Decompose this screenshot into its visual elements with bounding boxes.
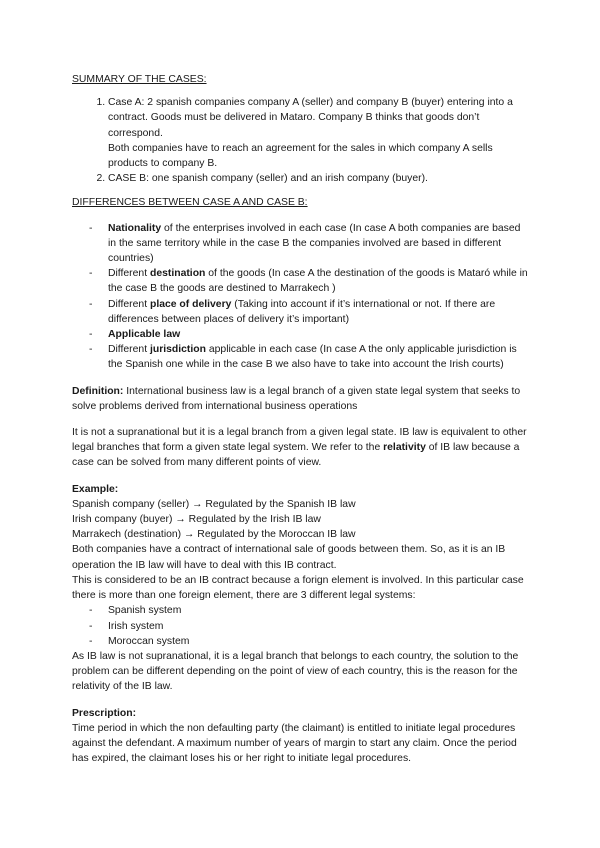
summary-heading: SUMMARY OF THE CASES: bbox=[72, 74, 207, 85]
applicable-law-label: Applicable law bbox=[108, 329, 181, 341]
prescription-text: Time period in which the non defaulting party (the claimant) is entitled to initiate legal procedures against the defendant. A maximum number of years of margin to start any claim. Once the period has expired, the claimant loses his or her right to initiate legal procedures. bbox=[72, 722, 517, 765]
document-page bbox=[72, 72, 530, 766]
nationality-text: of the enterprises involved in each case (In case A both companies are based in the same territory while in the case B the companies involved are based in different countries) bbox=[108, 222, 521, 265]
relativity-text: of IB law because a case can be solved from many different points of view. bbox=[72, 442, 520, 469]
difference-destination bbox=[72, 266, 530, 296]
difference-place-of-delivery bbox=[72, 297, 530, 327]
differences-list bbox=[72, 221, 530, 373]
jurisdiction-text: applicable in each case (In case A the only applicable jurisdiction is the Spanish one while in the case B we also have to take into account the Irish courts) bbox=[108, 344, 517, 371]
definition-label: Definition: bbox=[72, 385, 124, 397]
legal-systems-list bbox=[72, 603, 530, 649]
example-line-4: Both companies have a contract of international sale of goods between them. So, as it is an IB operation the IB law will have to deal with this IB contract. bbox=[72, 544, 506, 571]
relativity-paragraph bbox=[72, 425, 530, 471]
case-a-text: 1. Case A: 2 spanish companies company A (seller) and company B (buyer) entering into a contract. Goods must be delivered in Mataro. Company B thinks that goods don’t correspond. bbox=[108, 97, 513, 139]
destination-text: of the goods (In case A the destination of the goods is Mataró while in the case B the goods are destined to Marrakech ) bbox=[108, 268, 528, 295]
example-label: Example: bbox=[72, 483, 119, 495]
delivery-text: (Taking into account if it’s international or not. If there are differences between places of delivery it’s important) bbox=[108, 298, 496, 325]
prescription-label: Prescription: bbox=[72, 707, 137, 719]
system-item: - Spanish system bbox=[72, 603, 530, 618]
jurisdiction-label: jurisdiction bbox=[149, 344, 206, 356]
jurisdiction-pre: Different bbox=[108, 344, 150, 356]
example-closing: As IB law is not supranational, it is a legal branch that belongs to each country, the solution to the problem can be different depending on the point of view of each country, this is the reason for the relativity of the IB law. bbox=[72, 650, 519, 693]
case-a-item bbox=[108, 95, 530, 171]
case-a-extra: Both companies have to reach an agreement for the sales in which company A sells products to company B. bbox=[108, 142, 493, 170]
relativity-pre: It is not a supranational but it is a legal branch from a given legal state. IB law is equivalent to other legal branches that form a given state legal system. We refer to the bbox=[72, 427, 527, 454]
case-b-item bbox=[108, 171, 530, 186]
definition-text: International business law is a legal branch of a given state legal system that seeks to solve problems derived from international business operations bbox=[72, 385, 521, 412]
definition-paragraph bbox=[72, 384, 530, 414]
difference-jurisdiction bbox=[72, 342, 530, 372]
delivery-label: place of delivery bbox=[149, 298, 232, 310]
delivery-pre: Different bbox=[108, 298, 150, 310]
differences-heading: DIFFERENCES BETWEEN CASE A AND CASE B: bbox=[72, 197, 308, 209]
example-line-2: Irish company (buyer) → Regulated by the Irish IB law bbox=[72, 514, 321, 526]
nationality-label: Nationality bbox=[108, 222, 162, 234]
example-line-5: This is considered to be an IB contract because a forign element is involved. In this particular case there is more than one foreign element, there are 3 different legal systems: bbox=[72, 574, 524, 602]
example-line-3: Marrakech (destination) → Regulated by the Moroccan IB law bbox=[72, 529, 356, 541]
difference-nationality bbox=[72, 221, 530, 267]
difference-applicable-law bbox=[72, 327, 530, 342]
case-b-text: 2. CASE B: one spanish company (seller) and an irish company (buyer). bbox=[108, 173, 428, 185]
system-item: - Moroccan system bbox=[72, 634, 530, 649]
cases-list bbox=[72, 95, 530, 186]
destination-pre: Different bbox=[108, 268, 150, 280]
destination-label: destination bbox=[149, 268, 206, 280]
example-line-1: Spanish company (seller) → Regulated by the Spanish IB law bbox=[72, 498, 356, 510]
system-item: - Irish system bbox=[72, 619, 530, 634]
relativity-label: relativity bbox=[383, 442, 426, 454]
